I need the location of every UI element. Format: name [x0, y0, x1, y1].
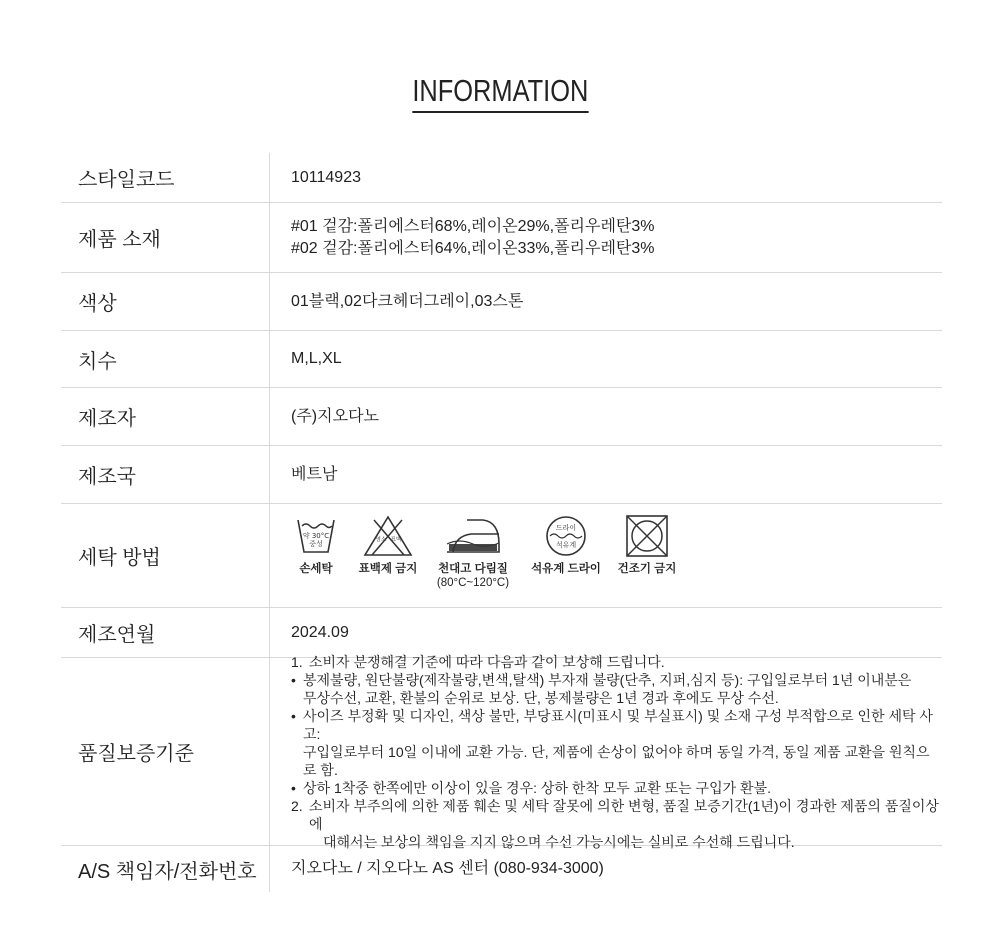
care-label: 석유계 드라이 [531, 563, 601, 575]
quality-bullet: • 상하 1착중 한쪽에만 이상이 있을 경우: 상하 한착 모두 교환 또는 구입가 환불. [291, 779, 771, 796]
quality-bullet-line: 상하 1착중 한쪽에만 이상이 있을 경우: 상하 한착 모두 교환 또는 구입가 환불. [303, 779, 771, 796]
quality-item-line: 소비자 부주의에 의한 제품 훼손 및 세탁 잘못에 의한 변형, 품질 보증기간(1년)이 경과한 제품의 품질이상에 [309, 797, 939, 832]
row-label: A/S 책임자/전화번호 [61, 846, 270, 892]
no-bleach-text-right: 표백 [390, 537, 402, 543]
care-label: 표백제 금지 [358, 563, 418, 575]
color-value: 01블랙,02다크헤더그레이,03스톤 [291, 292, 524, 310]
row-label: 품질보증기준 [61, 658, 270, 845]
material-line: #02 겉감:폴리에스터64%,레이온33%,폴리우레탄3% [291, 239, 655, 257]
care-no-tumble-dry [610, 514, 684, 576]
quality-item-number: 2. [291, 797, 303, 814]
quality-item-number: 1. [291, 653, 303, 670]
row-style-code [61, 153, 942, 203]
care-no-bleach [352, 514, 424, 576]
as-value: 지오다노 / 지오다노 AS 센터 (080-934-3000) [291, 860, 604, 877]
size-value: M,L,XL [291, 350, 342, 367]
title-wrap [0, 72, 1000, 113]
style-code-value: 10114923 [291, 168, 361, 186]
quality-bullet-line: 무상수선, 교환, 환불의 순위로 보상. 단, 봉제불량은 1년 경과 후에도 무상 수선. [303, 689, 779, 706]
row-country [61, 446, 942, 504]
material-line: #01 겉감:폴리에스터68%,레이온29%,폴리우레탄3% [291, 217, 655, 235]
care-label: 손세탁 [299, 563, 333, 575]
care-dry-clean [522, 514, 610, 576]
quality-bullet-line: 봉제불량, 원단불량(제작불량,변색,탈색) 부자재 불량(단추, 지퍼,심지 등): 구입일로부터 1년 이내분은 [303, 671, 912, 688]
date-value: 2024.09 [291, 623, 349, 641]
quality-item-text: 소비자 분쟁해결 기준에 따라 다음과 같이 보상해 드립니다. [309, 653, 665, 670]
care-sublabel: (80°C~120°C) [436, 577, 510, 589]
quality-item [291, 653, 942, 671]
row-label: 제조국 [61, 446, 270, 503]
quality-bullet-line: 구입일로부터 10일 이내에 교환 가능. 단, 제품에 손상이 없어야 하며 동일 가격, 동일 제품 교환을 원칙으로 함. [303, 743, 930, 778]
care-iron [424, 514, 522, 590]
no-bleach-icon [362, 514, 414, 558]
dry-clean-text-bottom: 석유계 [555, 541, 577, 549]
care-label: 건조기 금지 [617, 563, 677, 575]
dry-clean-icon [544, 514, 588, 558]
row-label: 색상 [61, 273, 270, 330]
no-bleach-text-left: 염소 [375, 537, 387, 543]
hand-wash-neutral: 중성 [309, 540, 323, 548]
hand-wash-temp: 약 30°C [302, 532, 330, 540]
page-title: INFORMATION [412, 72, 588, 113]
row-label: 제품 소재 [61, 203, 270, 272]
row-label: 제조자 [61, 388, 270, 445]
row-as [61, 846, 942, 892]
info-table [61, 153, 942, 892]
row-color [61, 273, 942, 331]
row-size [61, 331, 942, 388]
quality-bullet-line: 사이즈 부정확 및 디자인, 색상 불만, 부당표시(미표시 및 부실표시) 및 소재 구성 부적합으로 인한 세탁 사고: [303, 707, 933, 742]
row-quality [61, 653, 942, 850]
care-label: 천대고 다림질 [438, 563, 508, 575]
quality-bullet: • 사이즈 부정확 및 디자인, 색상 불만, 부당표시(미표시 및 부실표시) 및 소재 구성 부적합으로 인한 세탁 사고: 구입일로부터 10일 이내에 교환 가능. 단, 제품에 손상이 없어야 하며 동일 가격, 동일 제품 교환을 원칙으로 함. [291, 707, 942, 779]
quality-bullet: • 봉제불량, 원단불량(제작불량,변색,탈색) 부자재 불량(단추, 지퍼,심지 등): 구입일로부터 1년 이내분은 무상수선, 교환, 환불의 순위로 보상. 단, 봉제불량은 1년 경과 후에도 무상 수선. [291, 671, 912, 706]
care-icons [280, 504, 942, 590]
row-maker [61, 388, 942, 446]
country-value: 베트남 [291, 465, 338, 483]
quality-content [270, 653, 942, 850]
row-label: 세탁 방법 [61, 504, 270, 607]
care-hand-wash [280, 514, 352, 576]
quality-item-line: 대해서는 보상의 책임을 지지 않으며 수선 가능시에는 실비로 수선해 드립니다. [323, 833, 795, 850]
row-date [61, 608, 942, 658]
hand-wash-icon [294, 514, 338, 558]
row-label: 제조연월 [61, 608, 270, 657]
row-material [61, 203, 942, 273]
dry-clean-text-top: 드라이 [555, 524, 577, 532]
row-label: 스타일코드 [61, 153, 270, 202]
maker-value: (주)지오다노 [291, 407, 379, 425]
row-washing [61, 504, 942, 608]
quality-item [291, 797, 942, 851]
iron-icon [443, 514, 503, 558]
row-label: 치수 [61, 331, 270, 387]
no-tumble-dry-icon [625, 514, 669, 558]
